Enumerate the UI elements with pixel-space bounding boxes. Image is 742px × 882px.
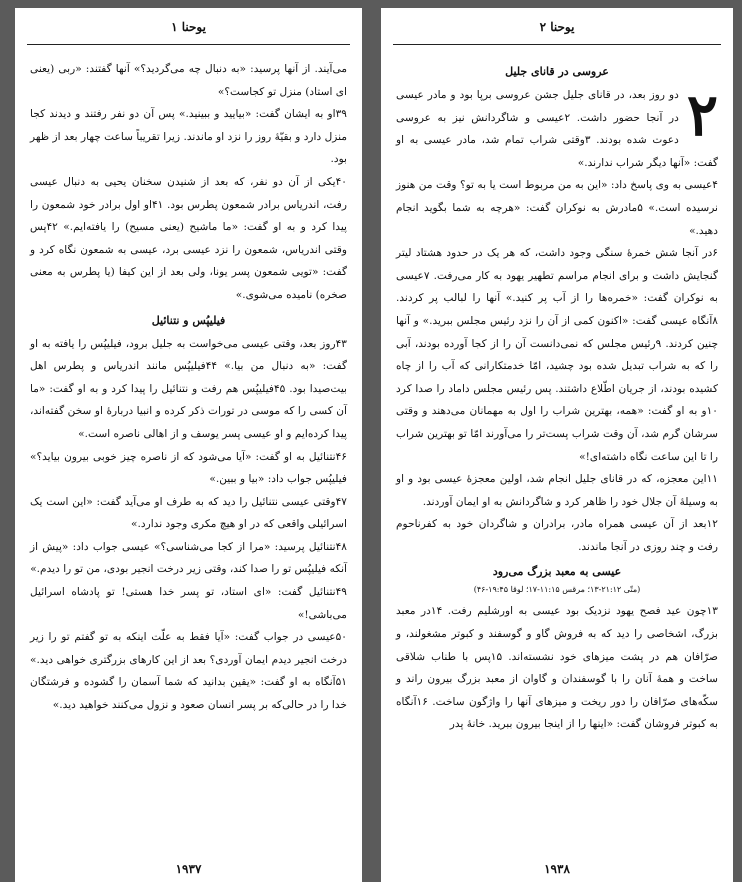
paragraph: می‌آیند. از آنها پرسید: «به دنبال چه می‌گردید؟» آنها گفتند: «ربی (یعنی ای استاد) منزل تو کجاست؟» xyxy=(30,63,347,98)
paragraph: ۴۳روز بعد، وقتی عیسی می‌خواست به جلیل برود، فیلیپُس را یافته به او گفت: «به دنبال من بیا.» ۴۴فیلیپُس مانند اندریاس و پطرس اهل بیت‌صیدا بود. ۴۵فیلیپُس هم رفت و نتنائیل را پیدا کرد و به او گفت: «ما آن کسی را که موسی در تورات ذکر کرده و انبیا دربارهٔ او سخن گفته‌اند، پیدا کرده‌ایم و او عیسی پسر یوسف و از اهالی ناصره است.» xyxy=(30,337,347,440)
paragraph: ۳۹او به ایشان گفت: «بیایید و ببینید.» پس آن دو نفر رفتند و دیدند کجا منزل دارد و بقیّهٔ روز را نزد او ماندند. زیرا تقریباً ساعت چهار بعد از ظهر بود. xyxy=(30,108,347,166)
page-body xyxy=(396,58,718,736)
section-title: عیسی به معبد بزرگ می‌رود xyxy=(492,565,622,579)
paragraph: دو روز بعد، در قانای جلیل جشن عروسی برپا بود و مادر عیسی در آنجا حضور داشت. ۲عیسی و شاگردانش نیز به عروسی دعوت شده بودند. ۳وقتی شراب تمام شد، مادر عیسی به او گفت: «آنها دیگر شراب ندارند.» xyxy=(396,89,718,169)
left-page xyxy=(15,8,362,882)
header-rule xyxy=(393,44,721,45)
paragraph: ۵۰عیسی در جواب گفت: «آیا فقط به علّت اینکه به تو گفتم تو را زیر درخت انجیر دیدم ایمان آوردی؟ بعد از این کارهای بزرگتری خواهی دید.» ۵۱آنگاه به او گفت: «یقین بدانید که شما آسمان را گشوده و فرشتگان خدا را در حالی‌که بر پسر انسان صعود و نزول می‌کنند خواهید دید.» xyxy=(30,631,347,712)
page-header: یوحنا ۱ xyxy=(171,20,206,34)
paragraph: ۴۷وقتی عیسی نتنائیل را دید که به طرف او می‌آید گفت: «این است یک اسرائیلی واقعی که در او هیچ مکری وجود ندارد.» xyxy=(30,495,347,531)
paragraph: ۶در آنجا شش خمرهٔ سنگی وجود داشت، که هر یک در حدود هشتاد لیتر گنجایش داشت و برای انجام مراسم تطهیر یهود به کار می‌رفت. ۷عیسی به نوکران گفت: «خمره‌ها را از آب پر کنید.» آنها را لبالب پر کردند. ۸آنگاه عیسی گفت: «اکنون کمی از آن را نزد رئیس مجلس ببرید.» و آنها چنین کردند. ۹رئیس مجلس که نمی‌دانست آن را از کجا آورده بودند، آبی را که به شراب تبدیل شده بود چشید، امّا خدمتکارانی که آب را از چاه کشیده بودند، از جریان اطّلاع داشتند. پس رئیس مجلس داماد را صدا کرد ۱۰و به او گفت: «همه، بهترین شراب را اول به مهمانان می‌دهند و وقتی سرشان گرم شد، آن وقت شراب پست‌تر را می‌آورند امّا تو بهترین شراب را تا این ساعت نگاه داشته‌ای!» xyxy=(396,247,718,463)
section-title: عروسی در قانای جلیل xyxy=(505,65,609,78)
paragraph: ۴۰یکی از آن دو نفر، که بعد از شنیدن سخنان یحیی به دنبال عیسی رفت، اندریاس برادر شمعون پطرس بود. ۴۱او اول برادر خود شمعون را پیدا کرد و به او گفت: «ما ماشیح (یعنی مسیح) را یافته‌ایم.» ۴۲پس وقتی اندریاس، شمعون را نزد عیسی برد، عیسی به شمعون نگاه کرد و گفت: «تویی شمعون پسر یونا، ولی بعد از این کیفا (یا پطرس به معنی صخره) نامیده می‌شوی.» xyxy=(30,175,347,301)
paragraph: ۱۲بعد از آن عیسی همراه مادر، برادران و شاگردان خود به کفرناحوم رفت و چند روزی در آنجا ماندند. xyxy=(396,518,718,553)
header-rule xyxy=(27,44,350,45)
chapter-number: ۲ xyxy=(686,81,718,149)
paragraph: ۴۹نتنائیل گفت: «ای استاد، تو پسر خدا هستی! تو پادشاه اسرائیل می‌باشی!» xyxy=(30,586,347,621)
paragraph: ۱۳چون عید فصح یهود نزدیک بود عیسی به اورشلیم رفت. ۱۴در معبد بزرگ، اشخاصی را دید که به فروش گاو و گوسفند و کبوتر مشغولند، و صرّافان هم در پشت میزهای خود نشسته‌اند. ۱۵پس با طناب شلاقی ساخت و همهٔ آنان را با گوسفندان و گاوان از معبد بزرگ بیرون راند و سکّه‌های صرّافان را دور ریخت و میزهای آنها را واژگون ساخت. ۱۶آنگاه به کبوتر فروشان گفت: «اینها را از اینجا بیرون ببرید. خانهٔ پدر xyxy=(396,605,718,731)
cross-reference: (متّی ۲۱:۱۲-۱۳؛ مرقس ۱۱:۱۵-۱۷؛ لوقا ۱۹:۴۵-۴۶) xyxy=(473,585,641,595)
page-header: یوحنا ۲ xyxy=(539,20,575,34)
section-title: فیلیپُس و نتنائیل xyxy=(151,313,226,327)
page-body xyxy=(30,58,347,717)
paragraph: ۴۶نتنائیل به او گفت: «آیا می‌شود که از ناصره چیز خوبی بیرون بیاید؟» فیلیپُس جواب داد: «بیا و ببین.» xyxy=(30,450,347,486)
right-page xyxy=(381,8,733,882)
page-number: ۱۹۳۸ xyxy=(544,862,570,876)
paragraph: ۴عیسی به وی پاسخ داد: «این به من مربوط است یا به تو؟ وقت من هنوز نرسیده است.» ۵مادرش به نوکران گفت: «هرچه به شما بگوید انجام دهید.» xyxy=(396,179,718,237)
page-number: ۱۹۳۷ xyxy=(175,862,202,876)
paragraph: ۴۸نتنائیل پرسید: «مرا از کجا می‌شناسی؟» عیسی جواب داد: «پیش از آنکه فیلیپُس تو را صدا کند، وقتی زیر درخت انجیر بودی، من تو را دیدم.» xyxy=(30,540,347,576)
paragraph: ۱۱این معجزه، که در قانای جلیل انجام شد، اولین معجزهٔ عیسی بود و او به وسیلهٔ آن جلال خود را ظاهر کرد و شاگردانش به او ایمان آوردند. xyxy=(396,473,718,508)
